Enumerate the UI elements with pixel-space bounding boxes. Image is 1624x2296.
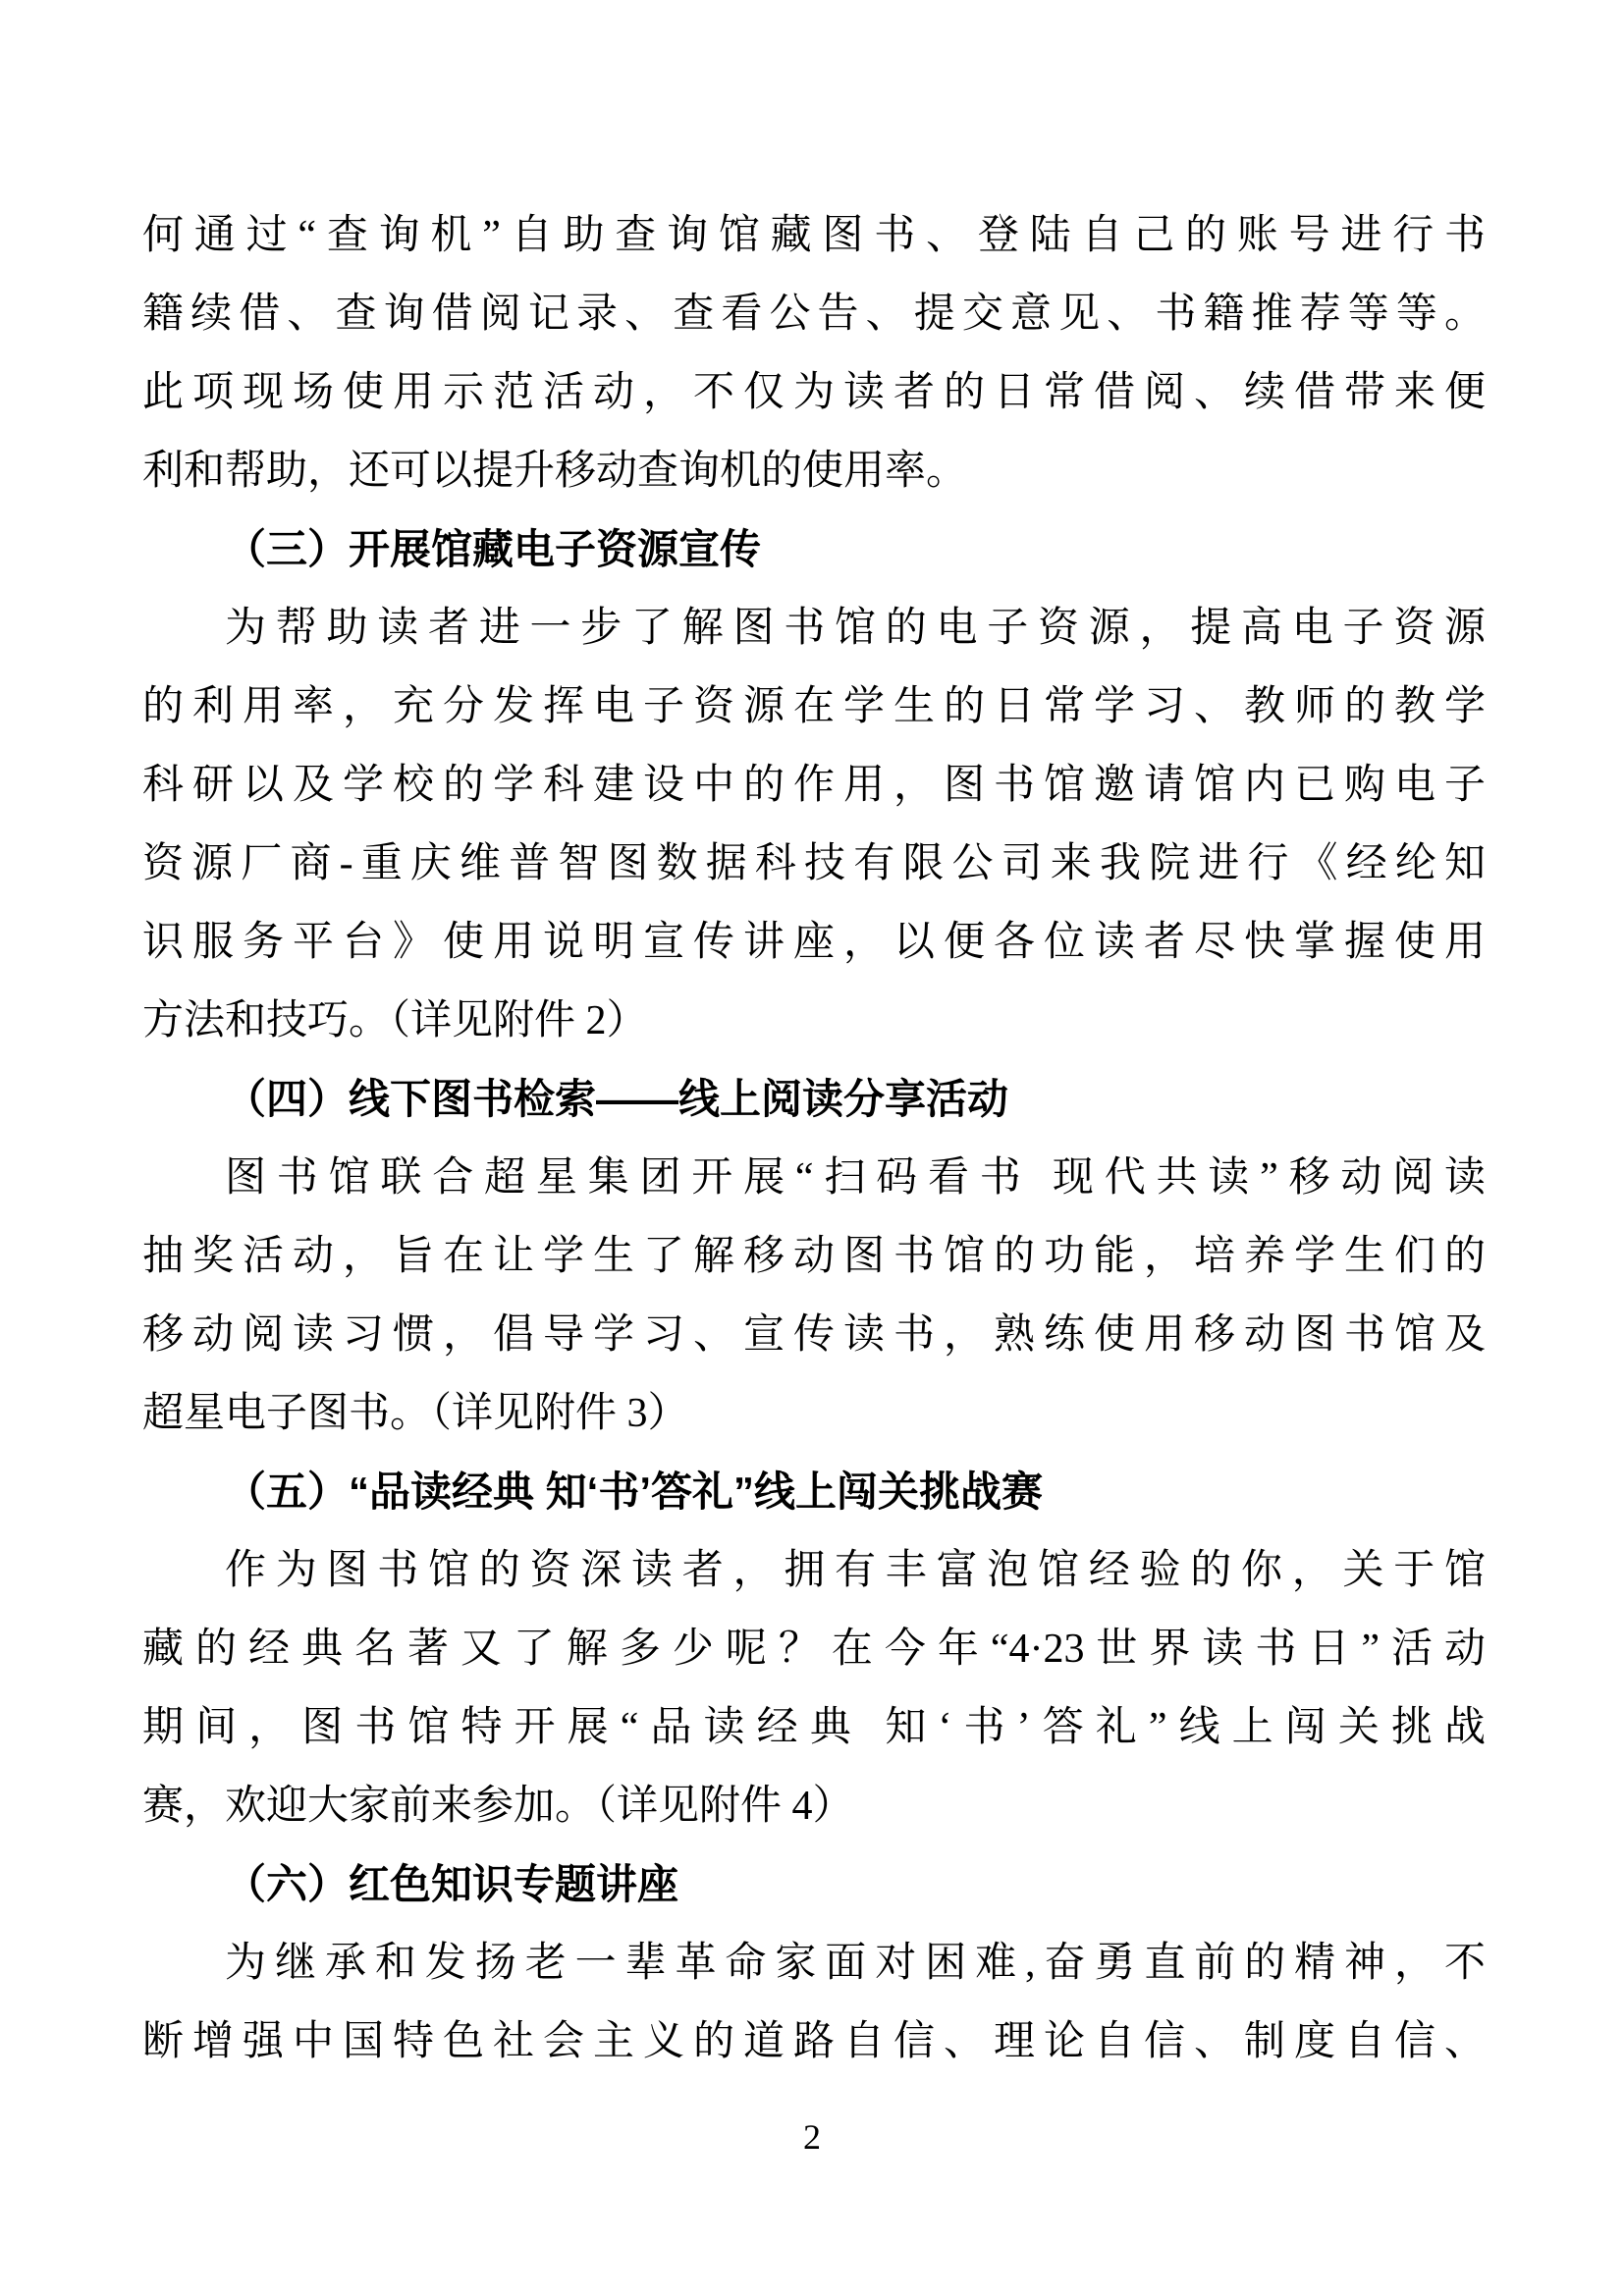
text-line: 此项现场使用示范活动，不仅为读者的日常借阅、续借带来便	[142, 370, 1486, 415]
text-line: 何通过“查询机”自助查询馆藏图书、登陆自己的账号进行书	[142, 213, 1486, 258]
text-line: 抽奖活动，旨在让学生了解移动图书馆的功能，培养学生们的	[142, 1234, 1486, 1279]
text-line: 的利用率，充分发挥电子资源在学生的日常学习、教师的教学	[142, 684, 1486, 729]
text-line: 为帮助读者进一步了解图书馆的电子资源，提高电子资源	[225, 606, 1486, 651]
text-line: 超星电子图书。（详见附件 3）	[142, 1391, 689, 1436]
text-line: 赛，欢迎大家前来参加。（详见附件 4）	[142, 1784, 854, 1829]
section-heading: （四）线下图书检索——线上阅读分享活动	[225, 1076, 1009, 1122]
page-number: 2	[803, 2117, 821, 2157]
text-line: 识服务平台》使用说明宣传讲座，以便各位读者尽快掌握使用	[142, 920, 1486, 965]
text-line: 为继承和发扬老一辈革命家面对困难,奋勇直前的精神，不	[225, 1941, 1486, 1986]
text-line: 籍续借、查询借阅记录、查看公告、提交意见、书籍推荐等等。	[142, 292, 1486, 337]
text-line: 断增强中国特色社会主义的道路自信、理论自信、制度自信、	[142, 2019, 1486, 2064]
text-line: 期间，图书馆特开展“品读经典 知‘书’答礼”线上闯关挑战	[142, 1705, 1486, 1750]
text-line: 作为图书馆的资深读者，拥有丰富泡馆经验的你，关于馆	[225, 1548, 1486, 1593]
text-line: 方法和技巧。（详见附件 2）	[142, 998, 648, 1043]
text-line: 资源厂商-重庆维普智图数据科技有限公司来我院进行《经纶知	[142, 841, 1486, 886]
section-heading: （三）开展馆藏电子资源宣传	[225, 526, 762, 572]
text-line: 图书馆联合超星集团开展“扫码看书 现代共读”移动阅读	[225, 1155, 1486, 1201]
section-heading: （六）红色知识专题讲座	[225, 1861, 679, 1907]
section-heading: （五）“品读经典 知‘书’答礼”线上闯关挑战赛	[225, 1468, 1044, 1515]
document-body	[142, 196, 1486, 2081]
text-line: 藏的经典名著又了解多少呢？在今年“4·23世界读书日”活动	[142, 1627, 1486, 1672]
text-line: 利和帮助，还可以提升移动查询机的使用率。	[142, 449, 968, 494]
text-line: 科研以及学校的学科建设中的作用，图书馆邀请馆内已购电子	[142, 763, 1486, 808]
text-line: 移动阅读习惯，倡导学习、宣传读书，熟练使用移动图书馆及	[142, 1312, 1486, 1358]
